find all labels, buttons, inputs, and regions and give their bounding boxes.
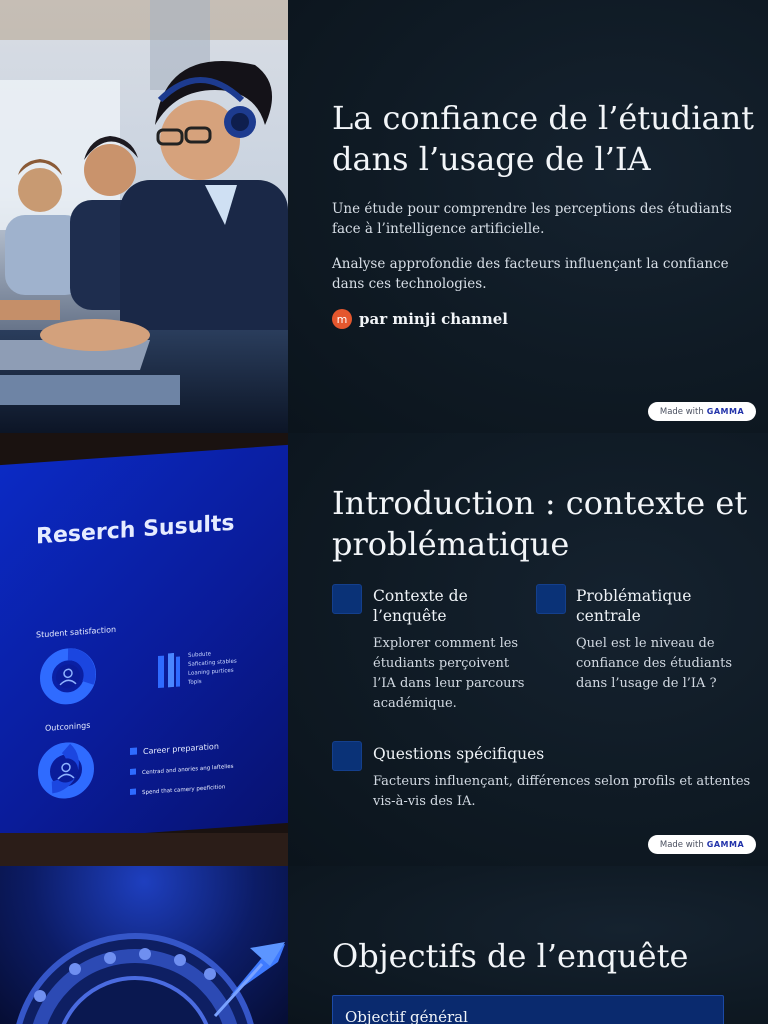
title-line-2: dans l’usage de l’IA bbox=[332, 140, 651, 178]
questions-icon bbox=[332, 741, 362, 771]
donut-chart-2 bbox=[38, 740, 94, 800]
gamma-logo: GAMMA bbox=[706, 407, 745, 416]
description-paragraph: Analyse approfondie des facteurs influençant la confiance dans ces technologies. bbox=[332, 256, 729, 292]
badge-made-with: Made with bbox=[659, 406, 704, 417]
section-title-line-2: problématique bbox=[332, 525, 570, 563]
made-with-gamma-badge[interactable] bbox=[648, 402, 756, 421]
questions-title: Questions spécifiques bbox=[373, 745, 545, 763]
subtitle-paragraph: Une étude pour comprendre les perceptions des étudiants face à l’intelligence artificielle. bbox=[332, 201, 732, 237]
slide-objectives bbox=[0, 866, 768, 1024]
author-avatar: m bbox=[332, 309, 352, 329]
general-objective-label: Objectif général bbox=[345, 1008, 468, 1024]
target-photo bbox=[0, 866, 288, 1024]
context-title: Contexte de l’enquête bbox=[373, 587, 468, 625]
monitor-screen bbox=[0, 445, 288, 843]
screen-title: Reserch Susults bbox=[36, 510, 235, 550]
author-line[interactable] bbox=[332, 309, 508, 329]
author-name: par minji channel bbox=[359, 310, 508, 328]
questions-text: Facteurs influençant, différences selon profils et attentes vis-à-vis des IA. bbox=[373, 774, 751, 809]
slide-title bbox=[0, 0, 768, 433]
screen-small-legend: Subdute Saficating stables Loaning purtices Topis bbox=[188, 651, 237, 686]
general-objective-card[interactable] bbox=[332, 995, 724, 1024]
objectives-title: Objectifs de l’enquête bbox=[332, 937, 689, 975]
context-icon bbox=[332, 584, 362, 614]
donut-chart-1 bbox=[40, 646, 96, 706]
badge-made-with: Made with bbox=[659, 839, 704, 850]
screen-label-outcomes: Outconings bbox=[45, 720, 91, 733]
slide-introduction bbox=[0, 433, 768, 866]
problem-title: Problématique centrale bbox=[576, 587, 692, 625]
monitor-bezel bbox=[0, 833, 288, 866]
context-text: Explorer comment les étudiants perçoivent l’IA dans leur parcours académique. bbox=[373, 636, 525, 711]
section-title-line-1: Introduction : contexte et bbox=[332, 484, 748, 522]
target-illustration bbox=[0, 866, 288, 1024]
bar-icon bbox=[158, 652, 182, 690]
screen-legend: Career preparation Centrad and anories ang laftelies Spend that camery peeficition bbox=[130, 735, 234, 804]
students-illustration bbox=[0, 0, 288, 433]
problem-text: Quel est le niveau de confiance des étudiants dans l’usage de l’IA ? bbox=[576, 636, 732, 691]
gamma-logo: GAMMA bbox=[706, 840, 745, 849]
problem-icon bbox=[536, 584, 566, 614]
students-photo bbox=[0, 0, 288, 433]
screen-label-satisfaction: Student satisfaction bbox=[36, 624, 117, 640]
made-with-gamma-badge-2[interactable] bbox=[648, 835, 756, 854]
research-screen-photo bbox=[0, 433, 288, 866]
title-line-1: La confiance de l’étudiant bbox=[332, 99, 755, 137]
